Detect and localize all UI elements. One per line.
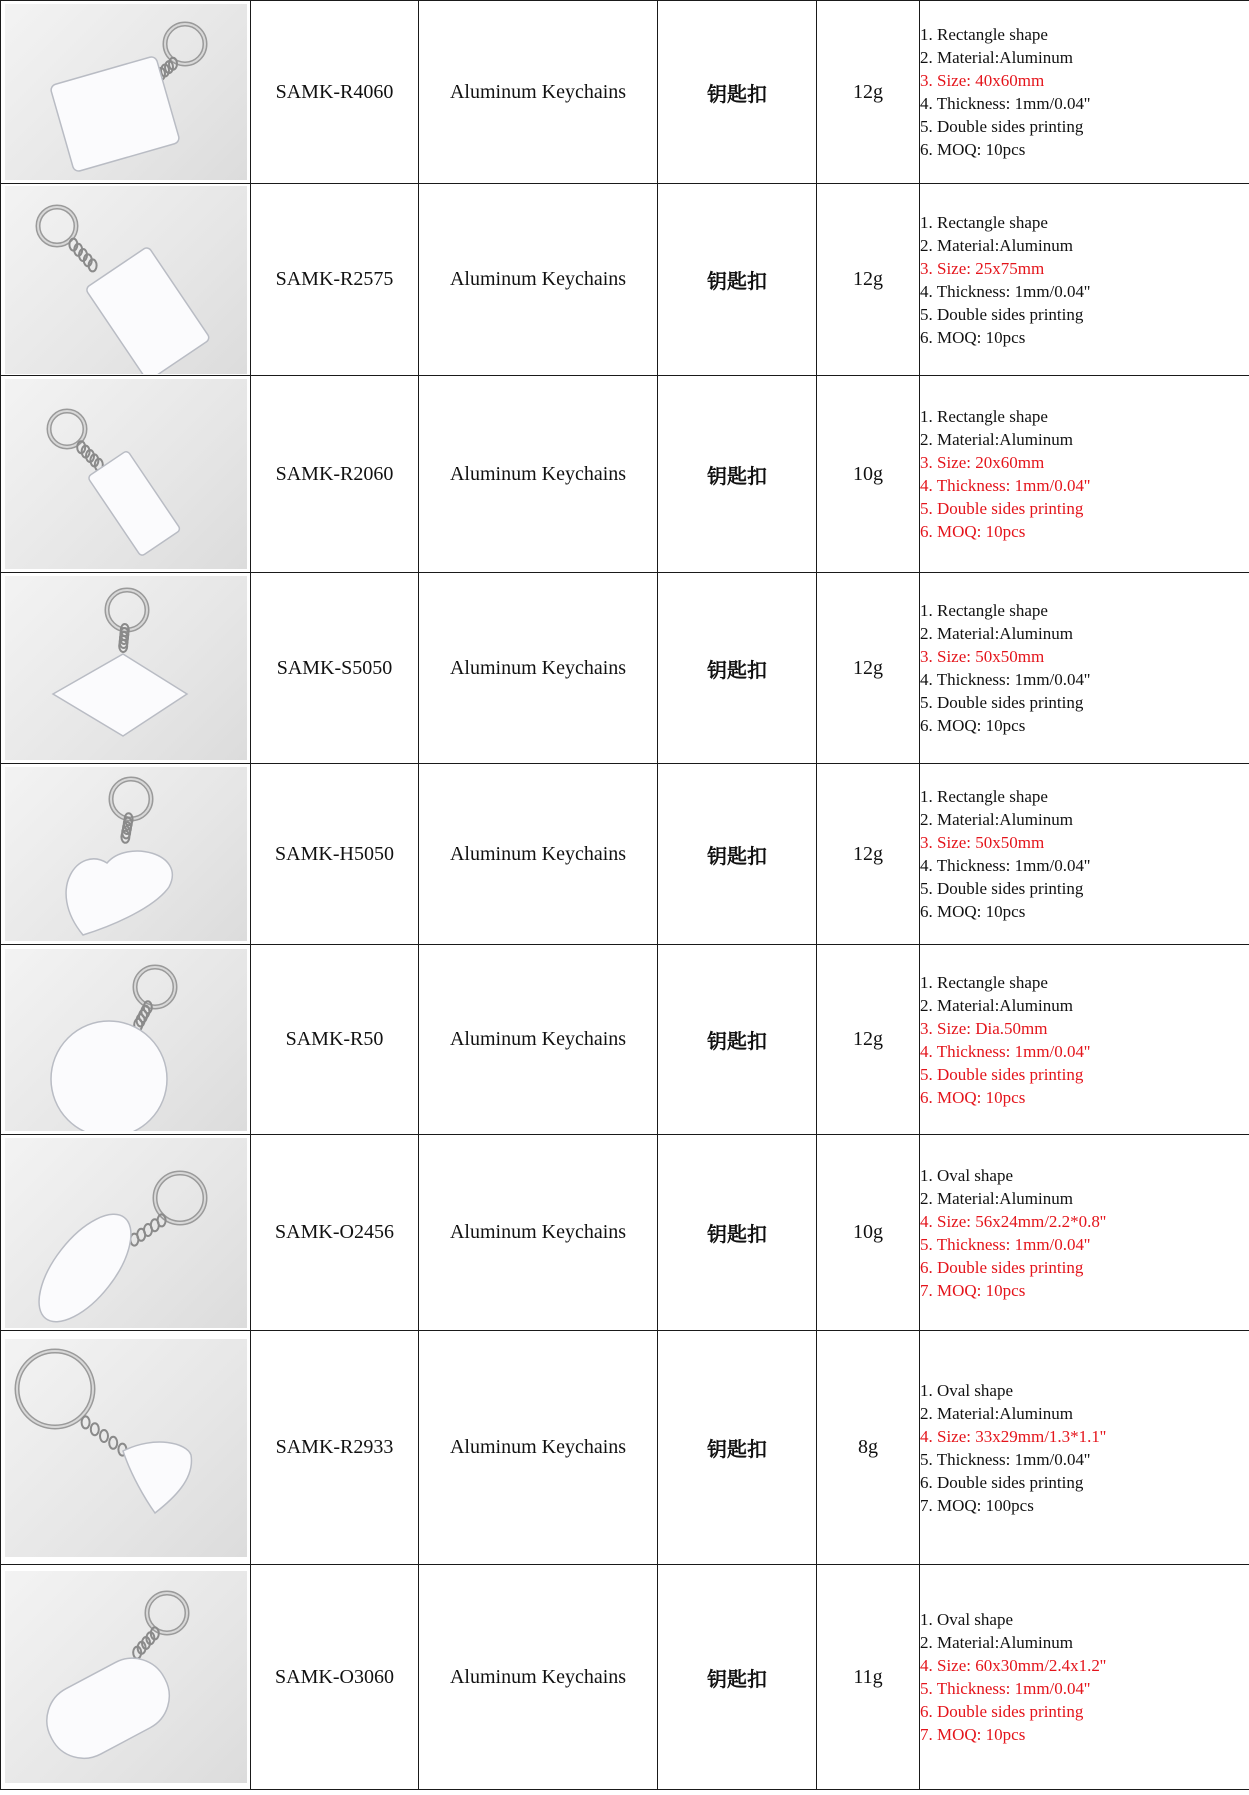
product-specs	[920, 945, 1249, 1135]
spec-line: 2. Material:Aluminum	[920, 48, 1073, 67]
product-specs	[920, 376, 1249, 573]
product-specs	[920, 1331, 1249, 1565]
product-name: Aluminum Keychains	[419, 184, 658, 376]
product-name-cn: 钥匙扣	[658, 945, 817, 1135]
product-weight: 12g	[817, 573, 920, 764]
spec-line: 6. MOQ: 10pcs	[920, 327, 1026, 347]
spec-line: 4. Thickness: 1mm/0.04''	[920, 670, 1091, 689]
product-row	[1, 1135, 1249, 1331]
product-specs	[920, 764, 1249, 945]
spec-line: 2. Material:Aluminum	[920, 235, 1073, 255]
product-image-cell	[1, 1135, 251, 1331]
spec-line: 5. Double sides printing	[920, 1064, 1084, 1084]
product-weight: 12g	[817, 945, 920, 1135]
product-weight: 12g	[817, 1, 920, 184]
spec-line: 6. MOQ: 10pcs	[920, 140, 1026, 159]
spec-line: 6. MOQ: 10pcs	[920, 522, 1026, 541]
spec-line: 7. MOQ: 10pcs	[920, 1280, 1026, 1300]
spec-line: 1. Rectangle shape	[920, 972, 1048, 992]
keychain-photo	[5, 767, 247, 941]
product-code: SAMK-R2060	[251, 376, 419, 573]
spec-line: 4. Thickness: 1mm/0.04''	[920, 281, 1091, 301]
spec-line: 3. Size: 40x60mm	[920, 71, 1045, 90]
spec-line: 1. Rectangle shape	[920, 212, 1048, 232]
product-name-cn: 钥匙扣	[658, 1, 817, 184]
spec-line: 2. Material:Aluminum	[920, 624, 1073, 643]
spec-line: 7. MOQ: 100pcs	[920, 1495, 1034, 1515]
product-name-cn: 钥匙扣	[658, 1135, 817, 1331]
product-name: Aluminum Keychains	[419, 573, 658, 764]
keychain-photo	[5, 576, 247, 760]
product-name-cn: 钥匙扣	[658, 764, 817, 945]
keychain-photo	[5, 1571, 247, 1783]
spec-line: 1. Oval shape	[920, 1380, 1014, 1400]
spec-line: 1. Rectangle shape	[920, 601, 1048, 620]
spec-line: 6. MOQ: 10pcs	[920, 716, 1026, 735]
keychain-photo	[5, 186, 247, 374]
product-specs	[920, 184, 1249, 376]
keychain-photo	[5, 949, 247, 1131]
product-code: SAMK-S5050	[251, 573, 419, 764]
spec-line: 3. Size: Dia.50mm	[920, 1018, 1048, 1038]
spec-line: 2. Material:Aluminum	[920, 1633, 1073, 1652]
product-weight: 10g	[817, 376, 920, 573]
product-code: SAMK-R2575	[251, 184, 419, 376]
keychain-photo	[5, 4, 247, 180]
spec-line: 2. Material:Aluminum	[920, 995, 1073, 1015]
spec-line: 5. Double sides printing	[920, 693, 1084, 712]
product-image-cell	[1, 1565, 251, 1790]
spec-line: 2. Material:Aluminum	[920, 430, 1073, 449]
product-weight: 10g	[817, 1135, 920, 1331]
product-row	[1, 945, 1249, 1135]
product-name: Aluminum Keychains	[419, 1331, 658, 1565]
product-image-cell	[1, 184, 251, 376]
spec-line: 4. Thickness: 1mm/0.04''	[920, 476, 1091, 495]
spec-line: 5. Thickness: 1mm/0.04''	[920, 1449, 1091, 1469]
product-code: SAMK-H5050	[251, 764, 419, 945]
spec-line: 1. Oval shape	[920, 1610, 1014, 1629]
product-name: Aluminum Keychains	[419, 1, 658, 184]
spec-line: 1. Oval shape	[920, 1165, 1014, 1185]
product-image-cell	[1, 1, 251, 184]
product-image-cell	[1, 573, 251, 764]
spec-line: 6. Double sides printing	[920, 1472, 1084, 1492]
product-code: SAMK-R4060	[251, 1, 419, 184]
product-weight: 11g	[817, 1565, 920, 1790]
spec-line: 3. Size: 50x50mm	[920, 647, 1045, 666]
product-code: SAMK-O3060	[251, 1565, 419, 1790]
spec-line: 5. Thickness: 1mm/0.04''	[920, 1234, 1091, 1254]
spec-line: 4. Size: 60x30mm/2.4x1.2''	[920, 1656, 1107, 1675]
spec-line: 4. Size: 56x24mm/2.2*0.8''	[920, 1211, 1107, 1231]
product-name: Aluminum Keychains	[419, 1135, 658, 1331]
product-image-cell	[1, 1331, 251, 1565]
product-weight: 8g	[817, 1331, 920, 1565]
product-specs	[920, 573, 1249, 764]
spec-line: 3. Size: 50x50mm	[920, 833, 1045, 852]
product-name-cn: 钥匙扣	[658, 573, 817, 764]
spec-line: 3. Size: 25x75mm	[920, 258, 1045, 278]
spec-line: 2. Material:Aluminum	[920, 810, 1073, 829]
spec-line: 5. Thickness: 1mm/0.04''	[920, 1679, 1091, 1698]
spec-line: 3. Size: 20x60mm	[920, 453, 1045, 472]
spec-line: 5. Double sides printing	[920, 304, 1084, 324]
product-name: Aluminum Keychains	[419, 376, 658, 573]
product-code: SAMK-R50	[251, 945, 419, 1135]
spec-line: 2. Material:Aluminum	[920, 1403, 1073, 1423]
spec-line: 2. Material:Aluminum	[920, 1188, 1073, 1208]
product-specs	[920, 1565, 1249, 1790]
product-row	[1, 764, 1249, 945]
product-name-cn: 钥匙扣	[658, 376, 817, 573]
spec-line: 5. Double sides printing	[920, 879, 1084, 898]
product-specs	[920, 1135, 1249, 1331]
spec-line: 6. MOQ: 10pcs	[920, 1087, 1026, 1107]
keychain-photo	[5, 379, 247, 569]
product-name-cn: 钥匙扣	[658, 1565, 817, 1790]
spec-line: 6. Double sides printing	[920, 1702, 1084, 1721]
product-name: Aluminum Keychains	[419, 945, 658, 1135]
keychain-photo	[5, 1339, 247, 1557]
product-table-body	[1, 1, 1249, 1790]
spec-line: 1. Rectangle shape	[920, 407, 1048, 426]
product-row	[1, 1565, 1249, 1790]
product-code: SAMK-R2933	[251, 1331, 419, 1565]
spec-line: 4. Size: 33x29mm/1.3*1.1''	[920, 1426, 1107, 1446]
product-name: Aluminum Keychains	[419, 764, 658, 945]
spec-line: 5. Double sides printing	[920, 499, 1084, 518]
spec-line: 5. Double sides printing	[920, 117, 1084, 136]
product-code: SAMK-O2456	[251, 1135, 419, 1331]
product-row	[1, 1331, 1249, 1565]
product-image-cell	[1, 945, 251, 1135]
product-row	[1, 573, 1249, 764]
product-name: Aluminum Keychains	[419, 1565, 658, 1790]
spec-line: 1. Rectangle shape	[920, 25, 1048, 44]
product-image-cell	[1, 376, 251, 573]
product-name-cn: 钥匙扣	[658, 184, 817, 376]
spec-line: 4. Thickness: 1mm/0.04''	[920, 856, 1091, 875]
product-image-cell	[1, 764, 251, 945]
keychain-photo	[5, 1138, 247, 1328]
product-row	[1, 184, 1249, 376]
product-row	[1, 376, 1249, 573]
product-row	[1, 1, 1249, 184]
spec-line: 6. Double sides printing	[920, 1257, 1084, 1277]
spec-line: 4. Thickness: 1mm/0.04''	[920, 1041, 1091, 1061]
spec-line: 4. Thickness: 1mm/0.04''	[920, 94, 1091, 113]
product-weight: 12g	[817, 764, 920, 945]
spec-line: 1. Rectangle shape	[920, 787, 1048, 806]
product-name-cn: 钥匙扣	[658, 1331, 817, 1565]
product-specs	[920, 1, 1249, 184]
spec-line: 7. MOQ: 10pcs	[920, 1725, 1026, 1744]
spec-line: 6. MOQ: 10pcs	[920, 902, 1026, 921]
product-weight: 12g	[817, 184, 920, 376]
